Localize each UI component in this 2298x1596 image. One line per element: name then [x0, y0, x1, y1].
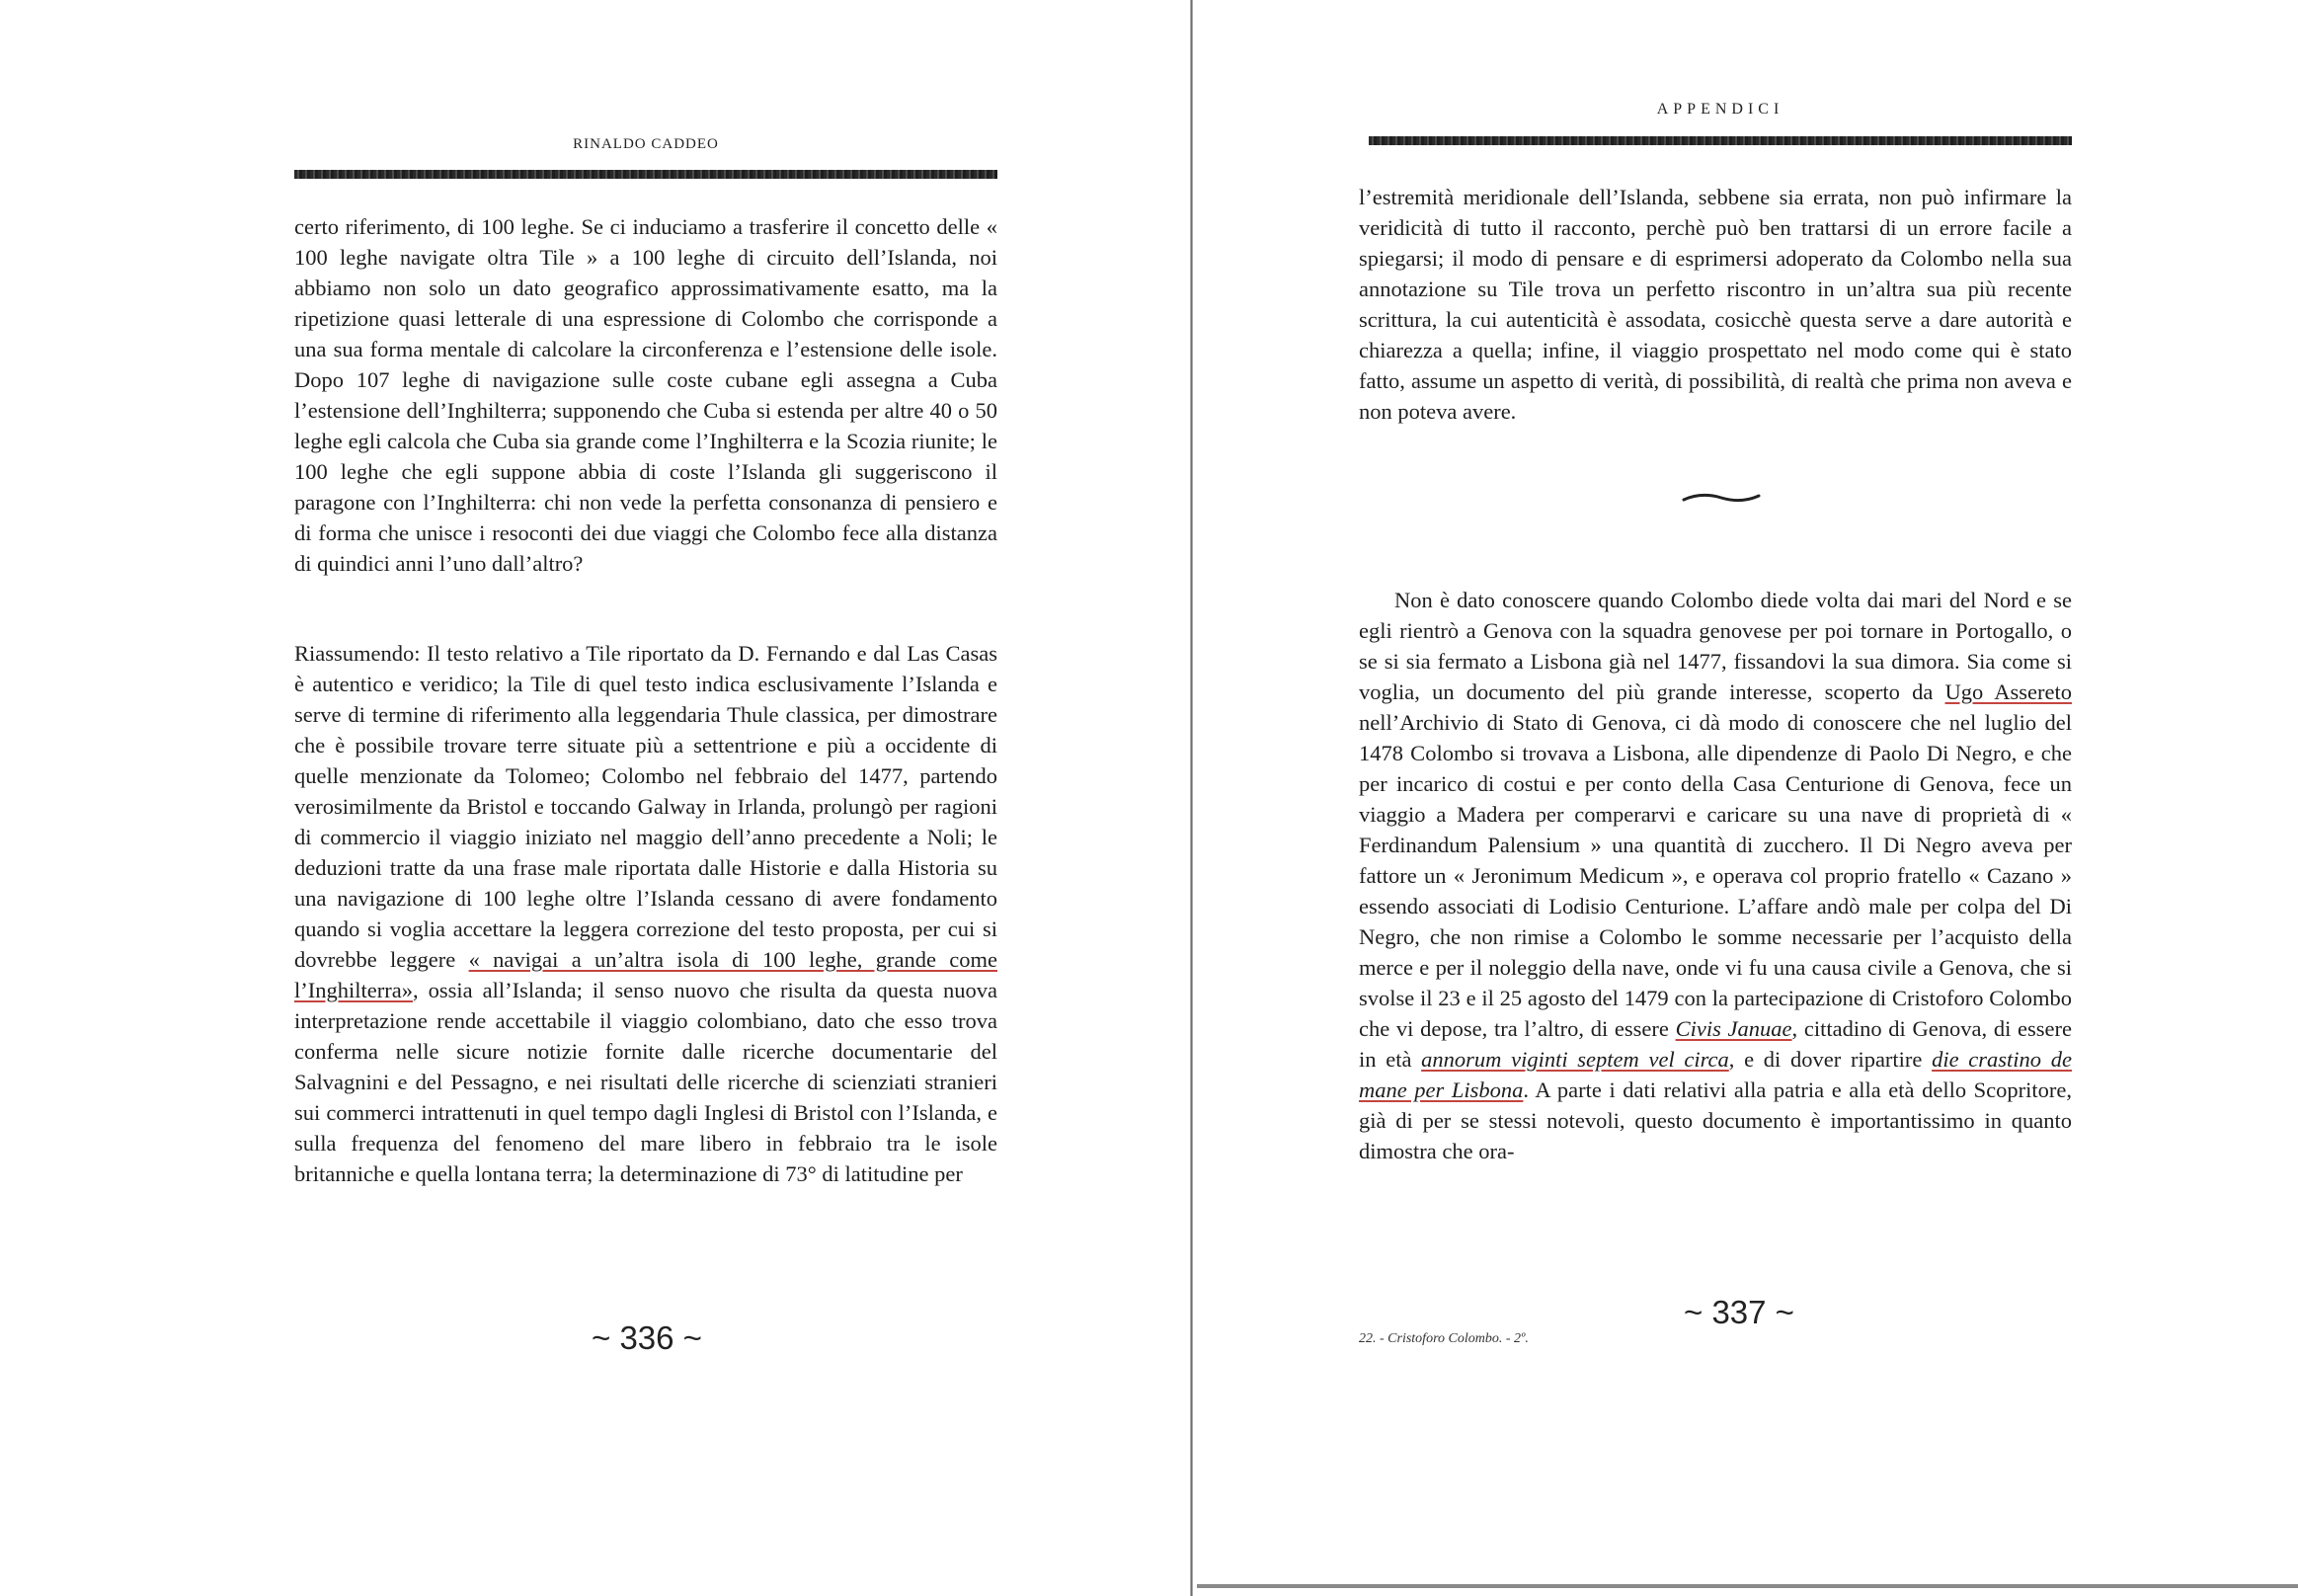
left-paragraph-2 — [294, 638, 997, 1189]
right-paragraph-2 — [1359, 585, 2072, 1166]
right-paragraph-2-part-b: nell’Archivio di Stato di Genova, ci dà modo di conoscere che nel luglio del 1478 Colombo si trovava a Lisbona, alle dipendenze di Paolo Di Negro, e che per incarico di costui e per conto della Casa Centurione di Genova, fece un viaggio a Madera per comperarvi e caricare su una nave di proprietà di « Ferdinandum Palensium » una quantità di zucchero. Il Di Negro aveva per fattore un « Jeronimum Medicum », e operava col proprio fratello « Cazano » essendo associati di Lodisio Centurione. L’affare andò male per colpa del Di Negro, che non rimise a Colombo le somme necessarie per l’acquisto della merce e per il noleggio della nave, onde vi fu una causa civile a Genova, che si svolse il 23 e il 25 agosto del 1479 con la partecipazione di Cristoforo Colombo che vi depose, tra l’altro, di essere — [1359, 710, 2072, 1041]
right-header-rule — [1369, 136, 2072, 145]
right-paragraph-2-part-a: Non è dato conoscere quando Colombo diede volta dai mari del Nord e se egli rientrò a Genova con la squadra genovese per poi tornare in Portogallo, o se si sia fermato a Lisbona già nel 1477, fissandovi la sua dimora. Sia come si voglia, un documento del più grande interesse, scoperto da — [1359, 588, 2072, 704]
right-page-number: ~ 337 ~ — [1684, 1294, 1794, 1330]
left-paragraph-1: certo riferimento, di 100 leghe. Se ci induciamo a trasferire il concetto delle « 100 leghe navigate oltra Tile » a 100 leghe di circuito dell’Islanda, noi abbiamo non solo un dato geografico approssimativamente esatto, ma la ripetizione quasi letterale di una espressione di Colombo che corrisponde a una sua forma mentale di calcolare la circonferenza e l’estensione delle isole. Dopo 107 leghe di navigazione sulle coste cubane egli assegna a Cuba l’estensione dell’Inghilterra; supponendo che Cuba si estenda per altre 40 o 50 leghe egli calcola che Cuba sia grande come l’Inghilterra e la Scozia riunite; le 100 leghe che egli suppone abbia di coste l’Islanda gli suggeriscono il paragone con l’Inghilterra: chi non vede la perfetta consonanza di pensiero e di forma che unisce i resoconti dei due viaggi che Colombo fece alla distanza di quindici anni l’uno dall’altro? — [294, 214, 997, 576]
right-paragraph-2-part-c: , cittadino di Genova, di essere in età — [1359, 1016, 2072, 1072]
latin-phrase-age: annorum viginti septem vel circa — [1421, 1047, 1729, 1072]
left-text-block-2 — [294, 638, 997, 1189]
right-paragraph-1: l’estremità meridionale dell’Islanda, sebbene sia errata, non può infirmare la veridicità di tutto il racconto, perchè può ben trattarsi di un errore facile a spiegarsi; il modo di pensare e di esprimersi adoperato da Colombo nella sua annotazione su Tile trova un perfetto riscontro in un’altra sua più recente scrittura, la cui autenticità è assodata, cosicchè questa serve a dare autorità e chiarezza a quella; infine, il viaggio prospettato nel modo come qui è stato fatto, assume un aspetto di verità, di possibilità, di realtà che prima non aveva e non poteva avere. — [1359, 185, 2072, 424]
right-page — [1193, 0, 2298, 1596]
printer-signature-mark: 22. - Cristoforo Colombo. - 2º. — [1359, 1331, 1529, 1346]
left-header-rule — [294, 170, 997, 179]
section-divider-ornament — [1682, 486, 1761, 510]
latin-phrase-civis-januae: Civis Januae — [1675, 1016, 1792, 1041]
right-paragraph-2-part-e: . A parte i dati relativi alla patria e alla età dello Scopritore, già di per se stessi notevoli, questo documento è importantissimo in quanto dimostra che ora- — [1359, 1077, 2072, 1163]
left-underlined-quote: « navigai a un’altra isola di 100 leghe, grande come l’Inghilterra» — [294, 947, 997, 1002]
left-text-block-1 — [294, 211, 997, 579]
right-text-block-2 — [1359, 585, 2072, 1166]
right-running-head: APPENDICI — [1656, 101, 1784, 118]
left-paragraph-2-part-a: Riassumendo: Il testo relativo a Tile riportato da D. Fernando e dal Las Casas è autentico e veridico; la Tile di quel testo indica esclusivamente l’Islanda e serve di termine di riferimento alla leggendaria Thule classica, per dimostrare che è possibile trovare terre situate più a settentrione e più a occidente di quelle menzionate da Tolomeo; Colombo nel febbraio del 1477, partendo verosimilmente da Bristol e toccando Galway in Irlanda, prolungò per ragioni di commercio il viaggio iniziato nel maggio dell’anno precedente a Noli; le deduzioni tratte da una frase male riportata dalle Historie e dalla Historia su una navigazione di 100 leghe oltre l’Islanda cessano di avere fondamento quando si voglia accettare la leggera correzione del testo proposta, per cui si dovrebbe leggere — [294, 641, 997, 972]
right-paragraph-2-part-d: , e di dover ripartire — [1728, 1047, 1933, 1072]
left-running-head: RINALDO CADDEO — [573, 136, 719, 152]
latin-phrase-departure: die crastino de mane per Lisbona — [1359, 1047, 2072, 1102]
underlined-name-ugo-assereto: Ugo Assereto — [1944, 679, 2072, 704]
left-page-number: ~ 336 ~ — [592, 1319, 702, 1356]
left-paragraph-2-part-b: , ossia all’Islanda; il senso nuovo che risulta da questa nuova interpretazione rende accettabile il viaggio colombiano, dato che esso trova conferma nelle sicure notizie fornite dalle ricerche documentarie del Salvagnini e del Pessagno, e nei risultati delle ricerche di scienziati stranieri sui commerci intrattenuti in quel tempo dagli Inglesi di Bristol con l’Islanda, e sulla frequenza del fenomeno del mare libero in febbraio tra le isole britanniche e quella lontana terra; la determinazione di 73° di latitudine per — [294, 978, 997, 1186]
right-text-block-1 — [1359, 182, 2072, 427]
